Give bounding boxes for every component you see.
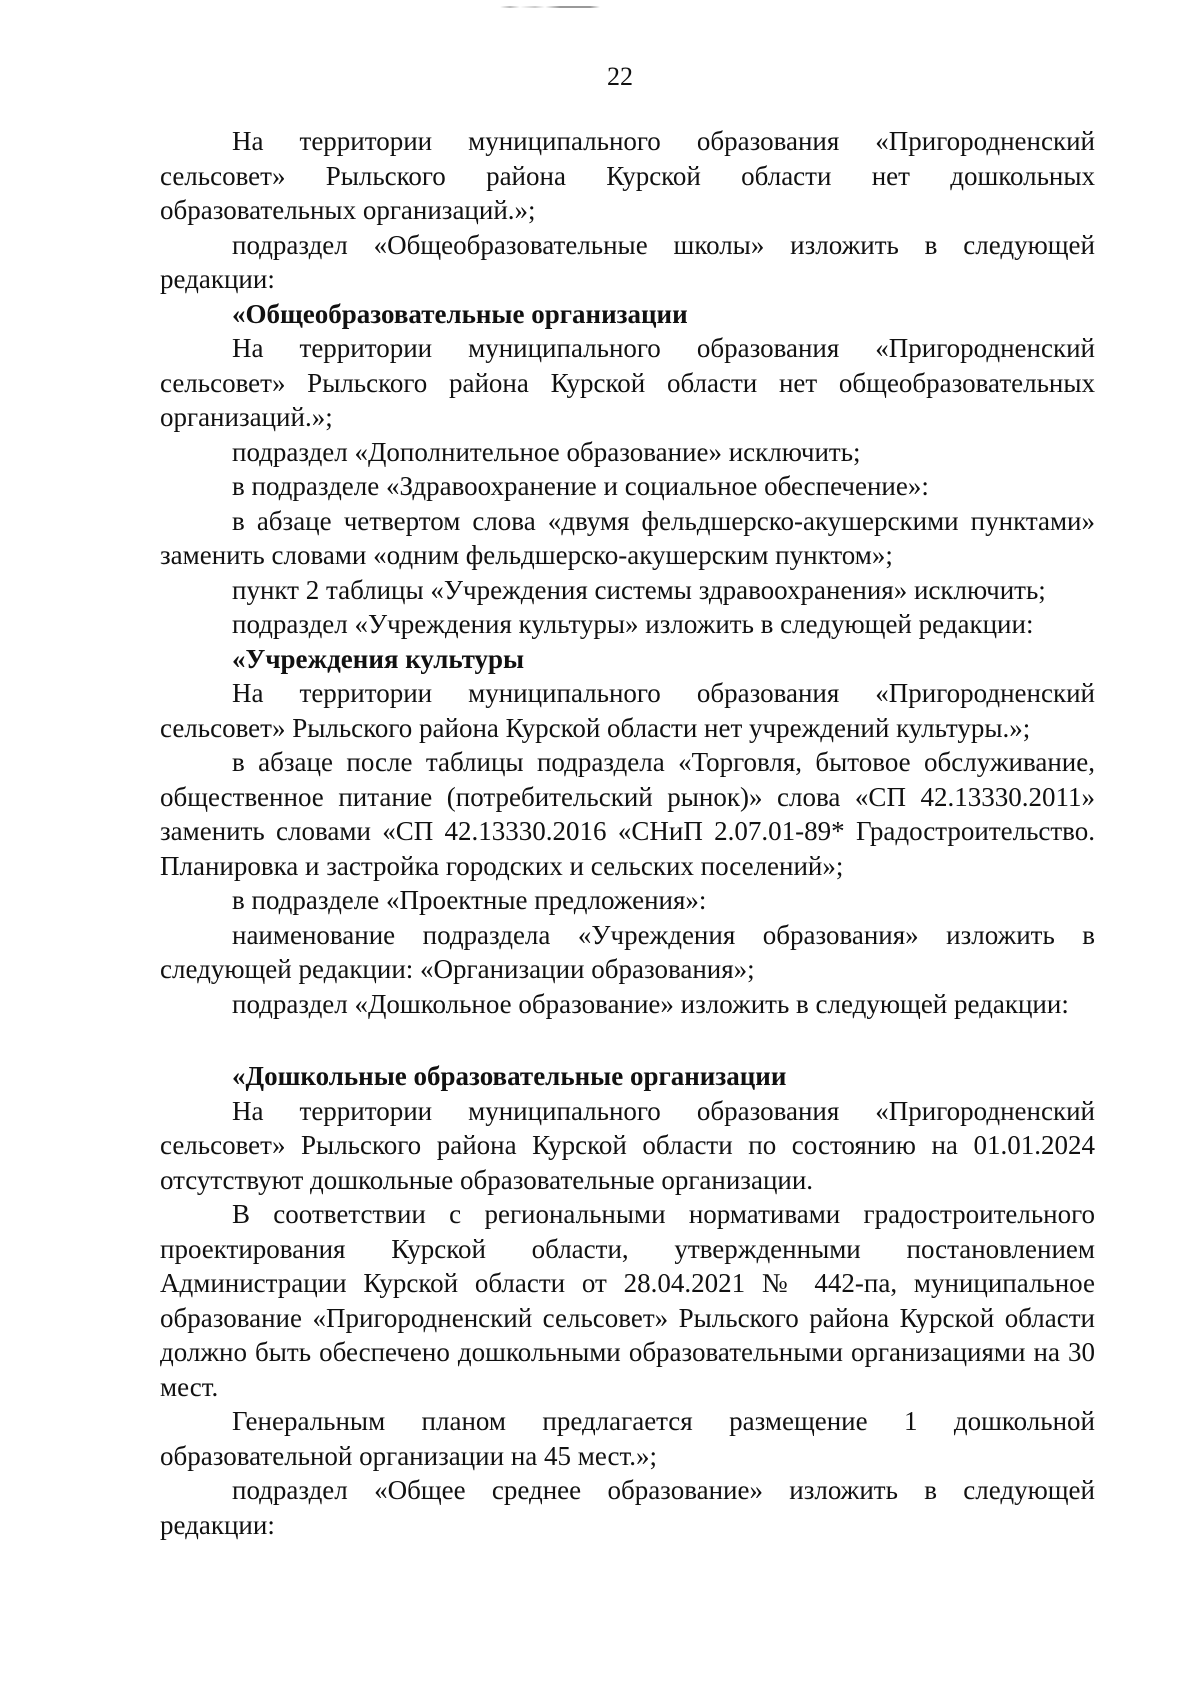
paragraph-no-culture: На территории муниципального образования «Пригородненский сельсовет» Рыльского района Курской области нет учреждений культуры.»; [160, 678, 1095, 743]
scan-artifact [500, 6, 600, 8]
paragraph-replace-paramedic-points: в абзаце четвертом слова «двумя фельдшерско-акушерскими пунктами» заменить словами «одним фельдшерско-акушерским пунктом»; [160, 505, 1095, 570]
paragraph-amend-secondary-education: подраздел «Общее среднее образование» изложить в следующей редакции: [160, 1475, 1095, 1540]
paragraph-exclude-additional-education: подраздел «Дополнительное образование» исключить; [232, 436, 861, 467]
paragraph-project-proposals: в подразделе «Проектные предложения»: [232, 885, 707, 915]
paragraph-no-preschool: На территории муниципального образования «Пригородненский сельсовет» Рыльского района Курской области нет дошкольных образовательных организаций.»; [160, 126, 1095, 225]
section-heading-preschool: «Дошкольные образовательные организации [232, 1061, 787, 1091]
paragraph-rename-subsection: наименование подраздела «Учреждения образования» изложить в следующей редакции: «Организации образования»; [160, 919, 1095, 984]
section-heading-culture: «Учреждения культуры [232, 643, 525, 674]
paragraph-amend-preschool: подраздел «Дошкольное образование» изложить в следующей редакции: [232, 988, 1069, 1019]
paragraph-regional-norms: В соответствии с региональными нормативами градостроительного проектирования Курской области, утвержденными постановлением Администрации Курской области от 28.04.2021 № 442-па, муниципальное образование «Пригородненский сельсовет» Рыльского района Курской области должно быть обеспечено дошкольными образовательными организациями на 30 мест. [160, 1199, 1095, 1402]
paragraph-replace-sp-reference: в абзаце после таблицы подраздела «Торговля, бытовое обслуживание, общественное питание (потребительский рынок)» слова «СП 42.13330.2011» заменить словами «СП 42.13330.2016 «СНиП 2.07.01-89* Градостроительство. Планировка и застройка городских и сельских поселений»; [160, 747, 1095, 881]
paragraph-amend-culture: подраздел «Учреждения культуры» изложить в следующей редакции: [232, 609, 1034, 639]
paragraph-no-general-education: На территории муниципального образования «Пригородненский сельсовет» Рыльского района Курской области нет общеобразовательных организаций.»; [160, 333, 1095, 432]
page-number: 22 [607, 62, 633, 91]
paragraph-healthcare-subsection: в подразделе «Здравоохранение и социальное обеспечение»: [232, 471, 929, 501]
paragraph-general-plan-proposal: Генеральным планом предлагается размещение 1 дошкольной образовательной организации на 45 мест.»; [160, 1406, 1095, 1471]
paragraph-amend-schools: подраздел «Общеобразовательные школы» изложить в следующей редакции: [160, 229, 1095, 294]
section-heading-general-education: «Общеобразовательные организации [232, 298, 688, 329]
paragraph-exclude-table-item: пункт 2 таблицы «Учреждения системы здравоохранения» исключить; [232, 574, 1046, 605]
paragraph-preschool-status: На территории муниципального образования «Пригородненский сельсовет» Рыльского района Курской области по состоянию на 01.01.2024 отсутствуют дошкольные образовательные организации. [160, 1095, 1095, 1195]
document-body [160, 124, 1095, 1542]
